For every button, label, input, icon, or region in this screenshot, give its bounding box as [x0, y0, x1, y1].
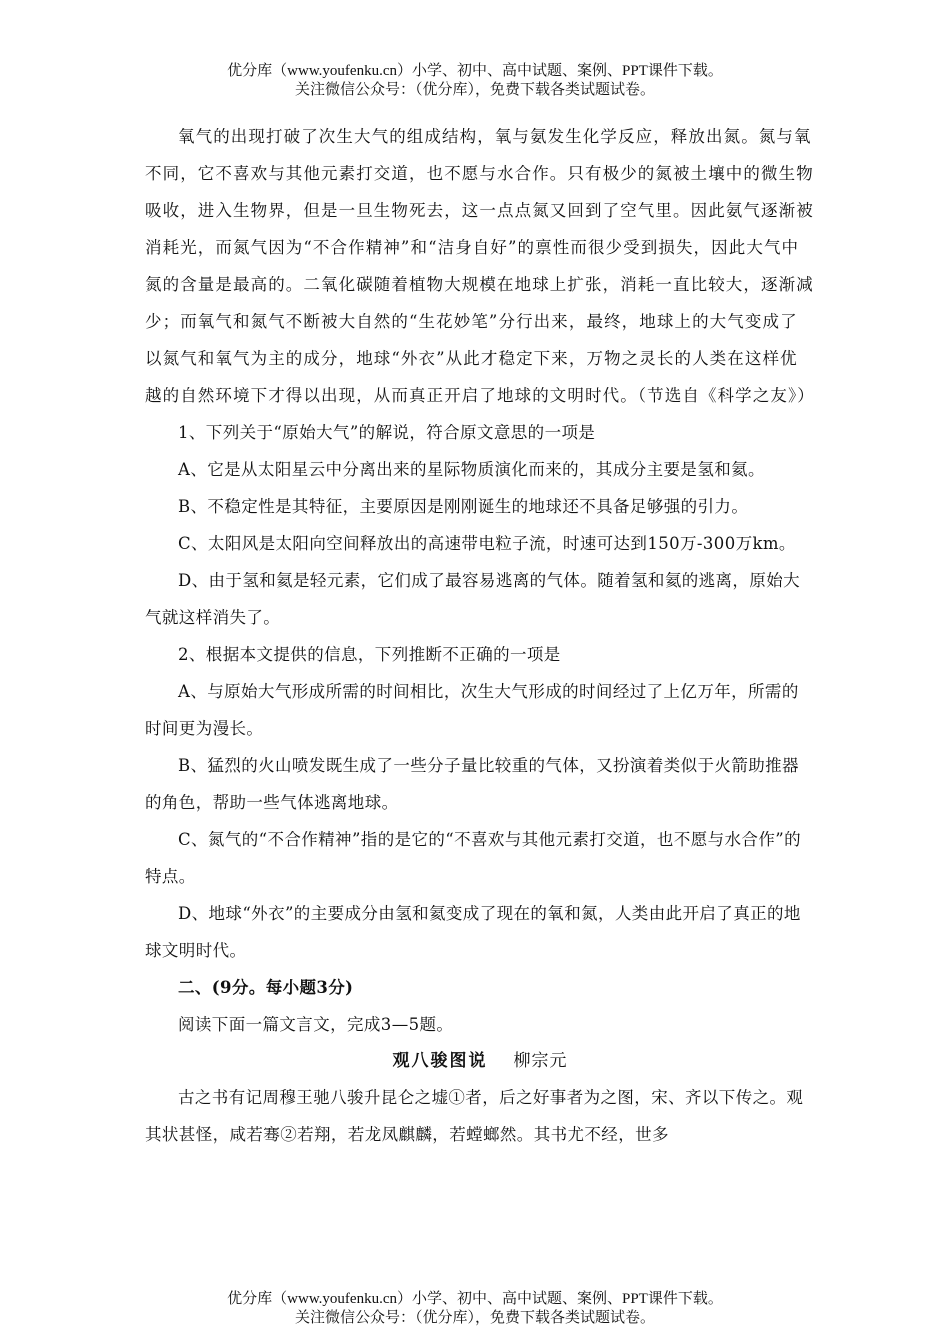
- question-2-option-a: A、与原始大气形成所需的时间相比，次生大气形成的时间经过了上亿万年，所需的时间更为漫长。: [145, 682, 799, 738]
- header-line-2: 关注微信公众号：（优分库），免费下载各类试题试卷。: [294, 82, 655, 98]
- passage-paragraph: 氧气的出现打破了次生大气的组成结构，氧与氨发生化学反应，释放出氮。氮与氧不同，它不喜欢与其他元素打交道，也不愿与水合作。只有极少的氮被土壤中的微生物吸收，进入生物界，但是一旦生物死去，这一点点氮又回到了空气里。因此氨气逐渐被消耗光，而氮气因为“不合作精神”和“洁身自好”的禀性而很少受到损失，因此大气中氮的含量是最高的。二氧化碳随着植物大规模在地球上扩张，消耗一直比较大，逐渐减少；而氧气和氮气不断被大自然的“生花妙笔”分行出来，最终，地球上的大气变成了以氮气和氧气为主的成分，地球“外衣”从此才稳定下来，万物之灵长的人类在这样优越的自然环境下才得以出现，从而真正开启了地球的文明时代。（节选自《科学之友》）: [145, 127, 815, 405]
- question-2-option-d: D、地球“外衣”的主要成分由氢和氦变成了现在的氧和氮，人类由此开启了真正的地球文明时代。: [145, 904, 801, 960]
- footer-line-1: 优分库（www.youfenku.cn）小学、初中、高中试题、案例、PPT课件下载。: [227, 1291, 723, 1307]
- classical-author: 柳宗元: [513, 1051, 568, 1071]
- footer-line-2: 关注微信公众号：（优分库），免费下载各类试题试卷。: [294, 1310, 655, 1326]
- question-1-option-d: D、由于氢和氦是轻元素，它们成了最容易逃离的气体。随着氢和氦的逃离，原始大气就这样消失了。: [145, 571, 801, 627]
- classical-paragraph: 古之书有记周穆王驰八骏升昆仑之墟①者，后之好事者为之图，宋、齐以下传之。观其状甚怪，咸若骞②若翔，若龙凤麒麟，若螳螂然。其书尤不经，世多: [145, 1088, 804, 1144]
- classical-title: 观八骏图说: [392, 1051, 488, 1071]
- classical-title-line: [145, 1043, 815, 1079]
- page-footer: [0, 1290, 950, 1328]
- question-2-stem: 2、根据本文提供的信息，下列推断不正确的一项是: [178, 645, 561, 664]
- question-1-stem: 1、下列关于“原始大气”的解说，符合原文意思的一项是: [178, 423, 596, 442]
- section-2-heading: 二、(9分。每小题3分): [178, 978, 354, 997]
- question-1-option-c: C、太阳风是太阳向空间释放出的高速带电粒子流，时速可达到150万-300万km。: [178, 534, 796, 553]
- section-2-instruction: 阅读下面一篇文言文，完成3—5题。: [178, 1015, 454, 1034]
- question-2-option-b: B、猛烈的火山喷发既生成了一些分子量比较重的气体，又扮演着类似于火箭助推器的角色，帮助一些气体逃离地球。: [145, 756, 799, 812]
- question-1-option-a: A、它是从太阳星云中分离出来的星际物质演化而来的，其成分主要是氢和氦。: [178, 460, 765, 479]
- question-1-option-b: B、不稳定性是其特征，主要原因是刚刚诞生的地球还不具备足够强的引力。: [178, 497, 749, 516]
- document-body: [145, 118, 815, 1153]
- page-header: [0, 62, 950, 100]
- header-line-1: 优分库（www.youfenku.cn）小学、初中、高中试题、案例、PPT课件下载。: [227, 63, 723, 79]
- question-2-option-c: C、氮气的“不合作精神”指的是它的“不喜欢与其他元素打交道，也不愿与水合作”的特点。: [145, 830, 801, 886]
